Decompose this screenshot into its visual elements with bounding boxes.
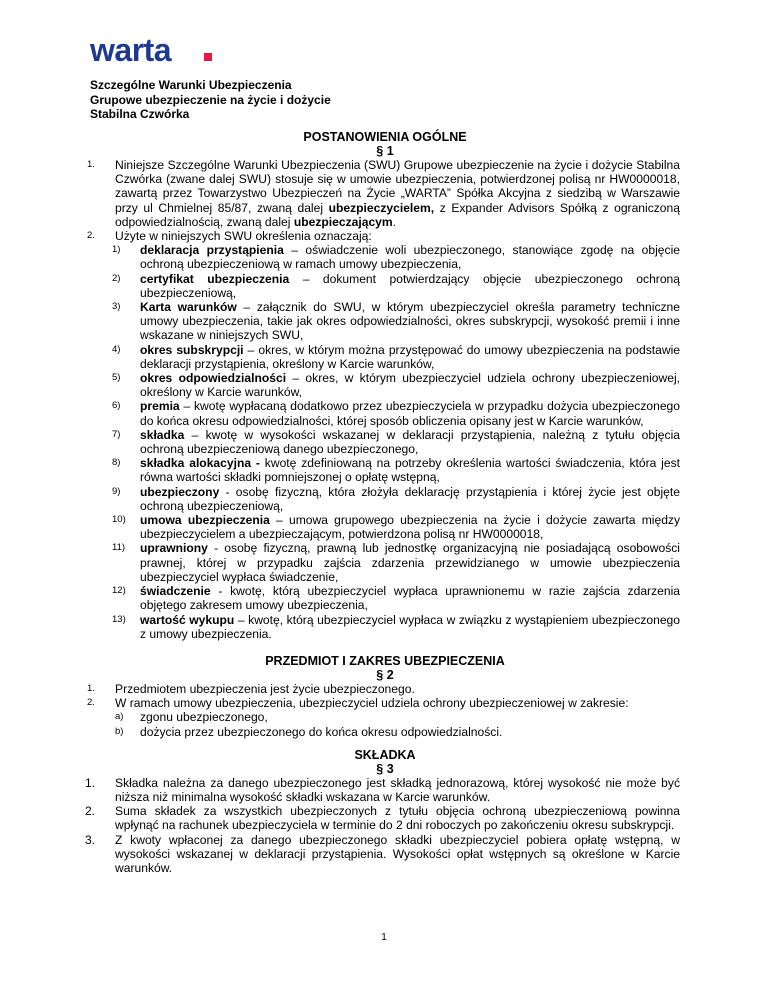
definition-text: – dokument potwierdzający objęcie ubezpieczonego ochroną ubezpieczeniową, bbox=[140, 271, 680, 300]
item-number: 2. bbox=[87, 230, 95, 242]
definition-number: 2) bbox=[112, 272, 121, 284]
s3-item-3 bbox=[85, 832, 680, 876]
header-line-2: Grupowe ubezpieczenie na życie i dożycie bbox=[90, 92, 331, 107]
item-number: 1. bbox=[85, 775, 96, 790]
section-title-scope: PRZEDMIOT I ZAKRES UBEZPIECZENIA bbox=[265, 653, 505, 668]
definition-term: premia bbox=[140, 399, 180, 414]
definition-item bbox=[112, 513, 681, 542]
definition-text: – kwotę w wysokości wskazanej w deklaracji przystąpienia, należną z tytułu objęcia ochroną ubezpieczeniową danego ubezpieczonego, bbox=[140, 427, 680, 457]
paragraph-number-3: § 3 bbox=[376, 761, 394, 776]
definition-item bbox=[112, 427, 680, 457]
definition-item bbox=[112, 456, 680, 485]
document-body bbox=[85, 130, 681, 875]
definition-term: deklaracja przystąpienia bbox=[140, 243, 284, 258]
definition-term: składka alokacyjna - bbox=[140, 456, 260, 471]
definition-item bbox=[112, 300, 680, 343]
definitions-list bbox=[90, 243, 680, 641]
definition-item bbox=[112, 342, 680, 371]
definition-number: 11) bbox=[112, 542, 126, 554]
item-number: 2. bbox=[85, 804, 96, 819]
definition-term: Karta warunków bbox=[140, 300, 237, 315]
definition-number: 4) bbox=[112, 343, 121, 355]
text: dożycia przez ubezpieczonego do końca okresu odpowiedzialności. bbox=[140, 724, 503, 739]
definition-item bbox=[112, 612, 680, 641]
item-number: 1. bbox=[87, 682, 95, 694]
definition-number: 12) bbox=[112, 585, 126, 597]
text: W ramach umowy ubezpieczenia, ubezpieczyciel udziela ochrony ubezpieczeniowej w zakresie: bbox=[115, 696, 629, 711]
definition-number: 1) bbox=[112, 244, 121, 256]
s2-item-2 bbox=[87, 696, 680, 711]
definition-term: świadczenie bbox=[140, 584, 211, 599]
s1-item-1 bbox=[87, 158, 680, 229]
item-number: 3. bbox=[85, 832, 96, 847]
definition-number: 10) bbox=[112, 514, 126, 526]
text: . bbox=[392, 214, 397, 229]
definition-term: wartość wykupu bbox=[140, 612, 235, 627]
definition-number: 7) bbox=[112, 428, 121, 440]
definition-item bbox=[112, 371, 680, 400]
definition-term: okres subskrypcji bbox=[140, 342, 244, 357]
definition-number: 13) bbox=[112, 613, 126, 625]
definition-term: ubezpieczony bbox=[140, 484, 220, 499]
section-title-premium: SKŁADKA bbox=[354, 747, 416, 762]
definition-item bbox=[112, 484, 680, 513]
definition-number: 9) bbox=[112, 485, 121, 497]
definition-text: – załącznik do SWU, w którym ubezpieczyciel określa parametry techniczne umowy ubezpieczenia, takie jak okres odpowiedzialności, okres subskrypcji, wysokość premii i inne wskazane w niniejszych SWU, bbox=[140, 300, 680, 343]
definition-item bbox=[112, 541, 680, 584]
section-title-general: POSTANOWIENIA OGÓLNE bbox=[303, 130, 467, 144]
item-number: 1. bbox=[87, 159, 95, 170]
page-number: 1 bbox=[381, 932, 387, 943]
paragraph-number-1: § 1 bbox=[376, 144, 394, 158]
definition-item bbox=[112, 271, 680, 300]
paragraph-number-2: § 2 bbox=[376, 667, 394, 682]
definition-text: - osobę fizyczną, która złożyła deklarację przystąpienia i której życie jest objęte ochroną ubezpieczeniową, bbox=[140, 484, 680, 513]
definition-text: – kwotę wypłacaną dodatkowo przez ubezpieczyciela w przypadku dożycia ubezpieczonego do końca okresu odpowiedzialności, której sposób obliczenia opisany jest w Karcie warunków, bbox=[140, 399, 680, 428]
definition-number: 5) bbox=[112, 372, 121, 384]
definition-text: – oświadczenie woli ubezpieczonego, stanowiące zgodę na objęcie ochroną ubezpieczeniową w ramach umowy ubezpieczenia, bbox=[140, 243, 680, 272]
definition-number: 6) bbox=[112, 400, 121, 412]
text: Przedmiotem ubezpieczenia jest życie ubezpieczonego. bbox=[115, 681, 415, 696]
definition-number: 8) bbox=[112, 457, 121, 469]
warta-logo bbox=[90, 36, 220, 70]
sub-number: a) bbox=[115, 711, 124, 723]
s3-item-2 bbox=[85, 804, 680, 833]
definition-item bbox=[112, 584, 680, 613]
definition-term: certyfikat ubezpieczenia bbox=[140, 271, 290, 286]
text: Z kwoty wpłaconej za danego ubezpieczonego składki ubezpieczyciel pobiera opłatę wstępną, w wysokości wskazanej w deklaracji przystąpienia. Wysokości opłat wstępnych są określone w Karcie warunków. bbox=[115, 832, 680, 875]
s3-item-1 bbox=[85, 775, 680, 804]
text: Niniejsze Szczególne Warunki Ubezpieczenia (SWU) Grupowe ubezpieczenie na życie i dożycie Stabilna Czwórka (zwane dalej SWU) stosuje się w umowie ubezpieczenia, potwierdzonej polisą nr HW0000018, zawartą przez Towarzystwo Ubezpieczeń na Życie „WARTA” Spółka Akcyjna z siedzibą w Warszawie przy ul Chmielnej 85/87, zwaną dalej bbox=[115, 158, 680, 215]
definition-text: – okres, w którym można przystępować do umowy ubezpieczenia na podstawie deklaracji przystąpienia, określony w Karcie warunków, bbox=[140, 342, 680, 371]
term: ubezpieczającym bbox=[293, 214, 393, 229]
header-line-1: Szczególne Warunki Ubezpieczenia bbox=[90, 78, 292, 92]
sub-number: b) bbox=[115, 725, 124, 737]
definition-item bbox=[112, 243, 680, 272]
item-number: 2. bbox=[87, 697, 95, 709]
definition-text: - osobę fizyczną, prawną lub jednostkę organizacyjną nie posiadającą osobowości prawnej, której w przypadku zajścia zdarzenia przewidzianego w umowie ubezpieczenia ubezpieczyciel wypłaca świadczenie, bbox=[140, 541, 680, 584]
definition-number: 3) bbox=[112, 301, 121, 313]
text: zgonu ubezpieczonego, bbox=[140, 710, 268, 725]
definition-text: – umowa grupowego ubezpieczenia na życie i dożycie zawarta między ubezpieczycielem a ubezpieczającym, potwierdzona polisą nr HW0000018, bbox=[140, 513, 681, 542]
text: Użyte w niniejszych SWU określenia oznaczają: bbox=[115, 229, 372, 244]
definition-text: – kwotę, którą ubezpieczyciel wypłaca w związku z wystąpieniem ubezpieczonego z umowy ubezpieczenia. bbox=[140, 612, 680, 641]
s2-item-1 bbox=[87, 681, 680, 696]
term: ubezpieczycielem, bbox=[328, 200, 435, 215]
text: z Expander Advisors Spółką z ograniczoną odpowiedzialnością, zwaną dalej bbox=[115, 200, 680, 229]
definition-term: składka bbox=[140, 427, 185, 442]
s2-subitem-b bbox=[115, 725, 680, 739]
definition-text: – okres, w którym ubezpieczyciel udziela ochrony ubezpieczeniowej, określony w Karcie warunków, bbox=[140, 371, 680, 400]
definition-term: okres odpowiedzialności bbox=[140, 371, 287, 386]
definition-item bbox=[112, 399, 680, 428]
definition-term: uprawniony bbox=[140, 541, 208, 556]
header-line-3: Stabilna Czwórka bbox=[90, 107, 190, 121]
s1-item-2 bbox=[87, 229, 680, 244]
definition-term: umowa ubezpieczenia bbox=[140, 513, 270, 528]
text: Suma składek za wszystkich ubezpieczonych z tytułu objęcia ochroną ubezpieczeniową powinna wpłynąć na rachunek ubezpieczyciela w terminie do 2 dni roboczych po zakończeniu okresu subskrypcji. bbox=[115, 804, 680, 833]
definition-text: - kwotę, którą ubezpieczyciel wypłaca uprawnionemu w razie zajścia zdarzenia objętego zakresem umowy ubezpieczenia, bbox=[140, 584, 680, 613]
definition-text: kwotę zdefiniowaną na potrzeby określenia wartości świadczenia, która jest równa wartości składki pomniejszonej o opłatę wstępną, bbox=[140, 456, 680, 485]
document-header bbox=[90, 78, 331, 122]
svg-text:warta: warta bbox=[90, 36, 172, 68]
text: Składka należna za danego ubezpieczonego jest składką jednorazową, której wysokość nie może być niższa niż minimalna wysokość składki wskazana w Karcie warunków. bbox=[115, 775, 680, 804]
s2-subitem-a bbox=[115, 710, 680, 724]
